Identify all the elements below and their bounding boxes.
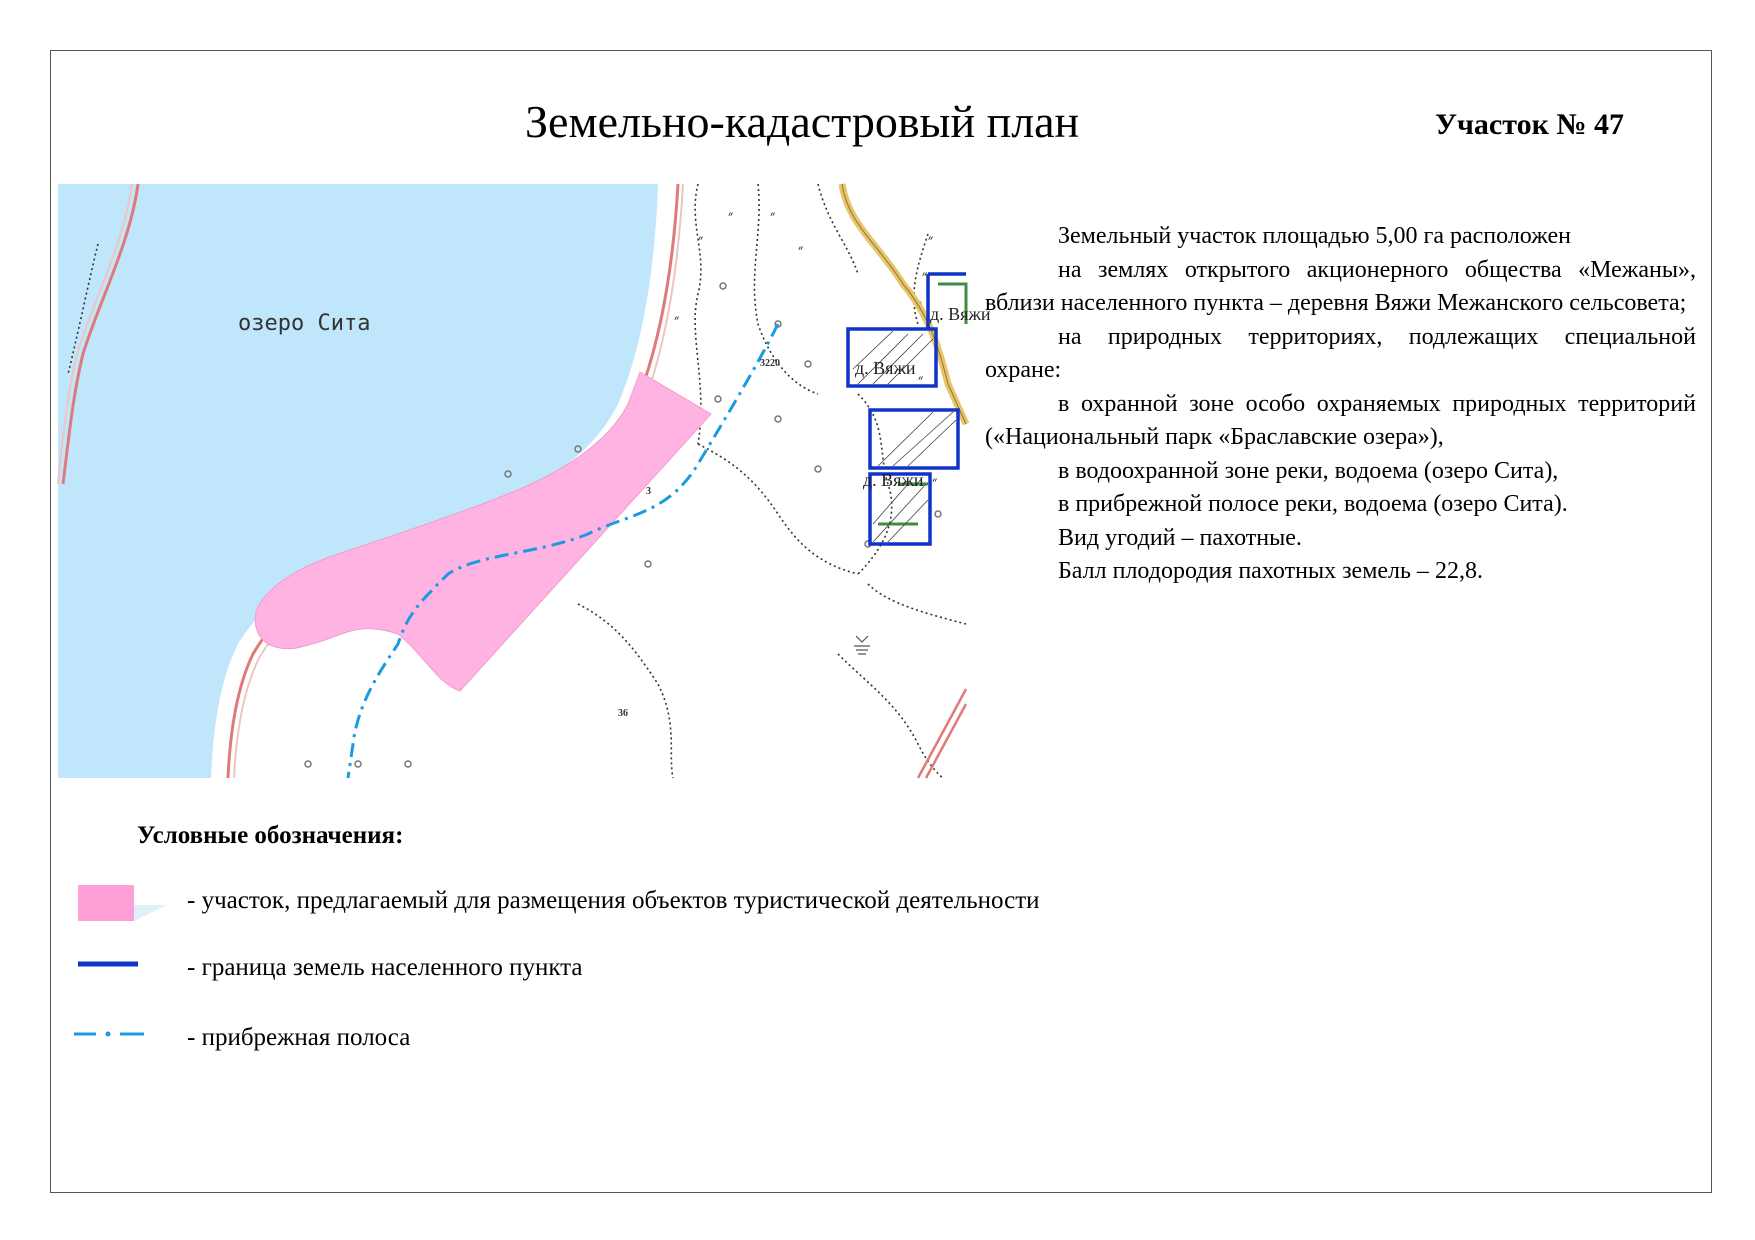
description-land-type: Вид угодий – пахотные.	[1058, 524, 1302, 551]
parcel-label-36: 36	[618, 708, 628, 719]
spring-icon	[854, 636, 870, 654]
svg-text:״: ״	[918, 373, 924, 388]
description-coastal-strip: в прибрежной полосе реки, водоема (озеро Сита).	[1058, 491, 1568, 517]
elevation-label: 3220	[760, 358, 780, 369]
parcel-label-3: 3	[646, 486, 651, 497]
svg-text:״: ״	[928, 233, 934, 248]
legend-item-label: - граница земель населенного пункта	[187, 954, 583, 981]
parcel-number: Участок № 47	[1435, 108, 1625, 141]
description-area: Земельный участок площадью 5,00 га расположен	[1058, 223, 1571, 249]
svg-text:״: ״	[674, 313, 680, 328]
description-land-owner: на землях открытого акционерного общества «Межаны», вблизи населенного пункта – деревня Вяжи Межанского сельсовета;	[985, 256, 1696, 316]
description-protected-zone: в охранной зоне особо охраняемых природных территорий («Национальный парк «Браславские озера»),	[985, 390, 1696, 450]
parcel-description	[985, 220, 1696, 589]
village-label-1: д. Вяжи	[855, 358, 916, 378]
legend-dash-dot-symbol	[72, 1020, 172, 1060]
legend-item-parcel	[72, 883, 1272, 923]
description-protected-territories: на природных территориях, подлежащих специальной охране:	[985, 323, 1696, 383]
village-label-2: д. Вяжи	[930, 304, 991, 324]
legend-item-settlement-boundary	[72, 950, 1272, 990]
legend-title: Условные обозначения:	[137, 822, 404, 849]
legend-pink-area-symbol	[72, 883, 172, 923]
page-title: Земельно-кадастровый план	[525, 96, 1080, 147]
svg-text:״: ״	[798, 243, 804, 258]
svg-text:״: ״	[932, 475, 938, 490]
legend-item-label: - прибрежная полоса	[187, 1024, 411, 1051]
description-water-protection-zone: в водоохранной зоне реки, водоема (озеро Сита),	[1058, 457, 1559, 484]
lake-label: озеро Сита	[238, 311, 371, 336]
svg-text:״: ״	[770, 209, 776, 224]
svg-text:״: ״	[728, 209, 734, 224]
village-label-3: д. Вяжи	[863, 470, 924, 490]
legend-blue-line-symbol	[72, 950, 172, 990]
cadastral-map	[58, 184, 991, 778]
legend-item-label: - участок, предлагаемый для размещения объектов туристической деятельности	[187, 887, 1040, 914]
description-fertility-score: Балл плодородия пахотных земель – 22,8.	[1058, 558, 1483, 584]
legend-item-coastal-strip	[72, 1020, 1272, 1060]
svg-text:״: ״	[698, 233, 704, 248]
svg-text:״: ״	[922, 269, 928, 284]
